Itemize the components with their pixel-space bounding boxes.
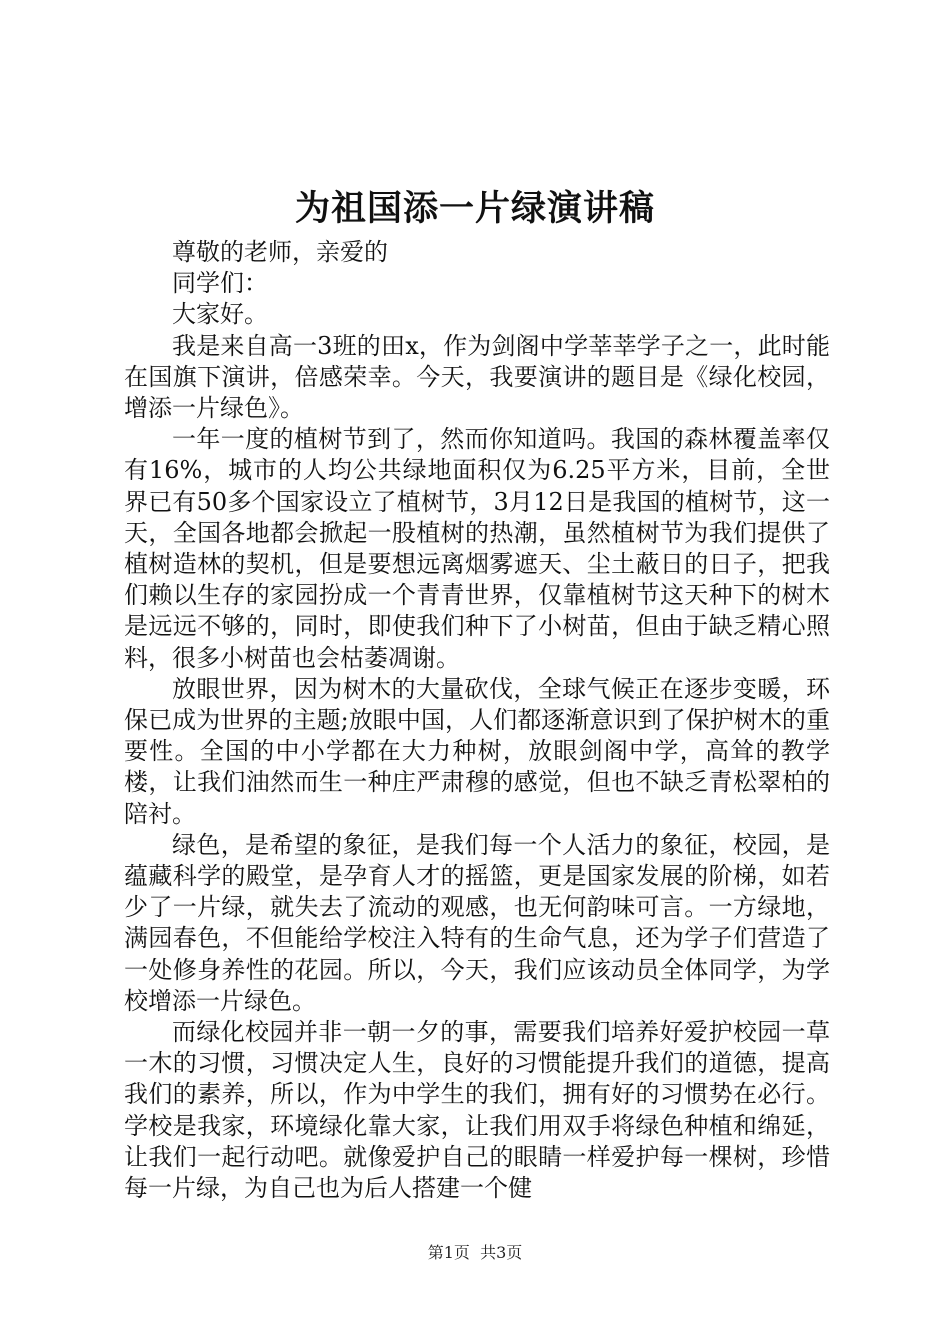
document-title: 为祖国添一片绿演讲稿 [294, 188, 655, 229]
paragraph: 放眼世界，因为树木的大量砍伐，全球气候正在逐步变暖，环保已成为世界的主题;放眼中国，人们都逐渐意识到了保护树木的重要性。全国的中小学都在大力种树，放眼剑阁中学，高耸的教学楼，让我们油然而生一种庄严肃穆的感觉，但也不缺乏青松翠柏的陪衬。 [124, 674, 830, 828]
paragraph: 同学们： [172, 269, 268, 298]
document-body [124, 237, 830, 1204]
paragraph: 尊敬的老师，亲爱的 [172, 238, 388, 266]
page-footer [0, 1242, 950, 1264]
page-number: 第1页 [427, 1243, 470, 1262]
paragraph: 大家好。 [172, 300, 268, 329]
paragraph: 我是来自高一3班的田x，作为剑阁中学莘莘学子之一，此时能在国旗下演讲，倍感荣幸。今天，我要演讲的题目是《绿化校园，增添一片绿色》。 [124, 331, 830, 423]
footer-spacer [470, 1243, 480, 1262]
page-total: 共3页 [480, 1243, 523, 1262]
paragraph: 而绿化校园并非一朝一夕的事，需要我们培养好爱护校园一草一木的习惯，习惯决定人生，良好的习惯能提升我们的道德，提高我们的素养，所以，作为中学生的我们，拥有好的习惯势在必行。学校是我家，环境绿化靠大家，让我们用双手将绿色种植和绵延，让我们一起行动吧。就像爱护自己的眼睛一样爱护每一棵树，珍惜每一片绿，为自己也为后人搭建一个健 [124, 1018, 830, 1203]
paragraph: 一年一度的植树节到了，然而你知道吗。我国的森林覆盖率仅有16%，城市的人均公共绿地面积仅为6.25平方米，目前，全世界已有50多个国家设立了植树节，3月12日是我国的植树节，这一天，全国各地都会掀起一股植树的热潮，虽然植树节为我们提供了植树造林的契机，但是要想远离烟雾遮天、尘土蔽日的日子，把我们赖以生存的家园扮成一个青青世界，仅靠植树节这天种下的树木是远远不够的，同时，即使我们种下了小树苗，但由于缺乏精心照料，很多小树苗也会枯萎凋谢。 [124, 425, 830, 672]
paragraph: 绿色，是希望的象征，是我们每一个人活力的象征，校园，是蕴藏科学的殿堂，是孕育人才的摇篮，更是国家发展的阶梯，如若少了一片绿，就失去了流动的观感，也无何韵味可言。一方绿地，满园春色，不但能给学校注入特有的生命气息，还为学子们营造了一处修身养性的花园。所以，今天，我们应该动员全体同学，为学校增添一片绿色。 [124, 830, 830, 1015]
